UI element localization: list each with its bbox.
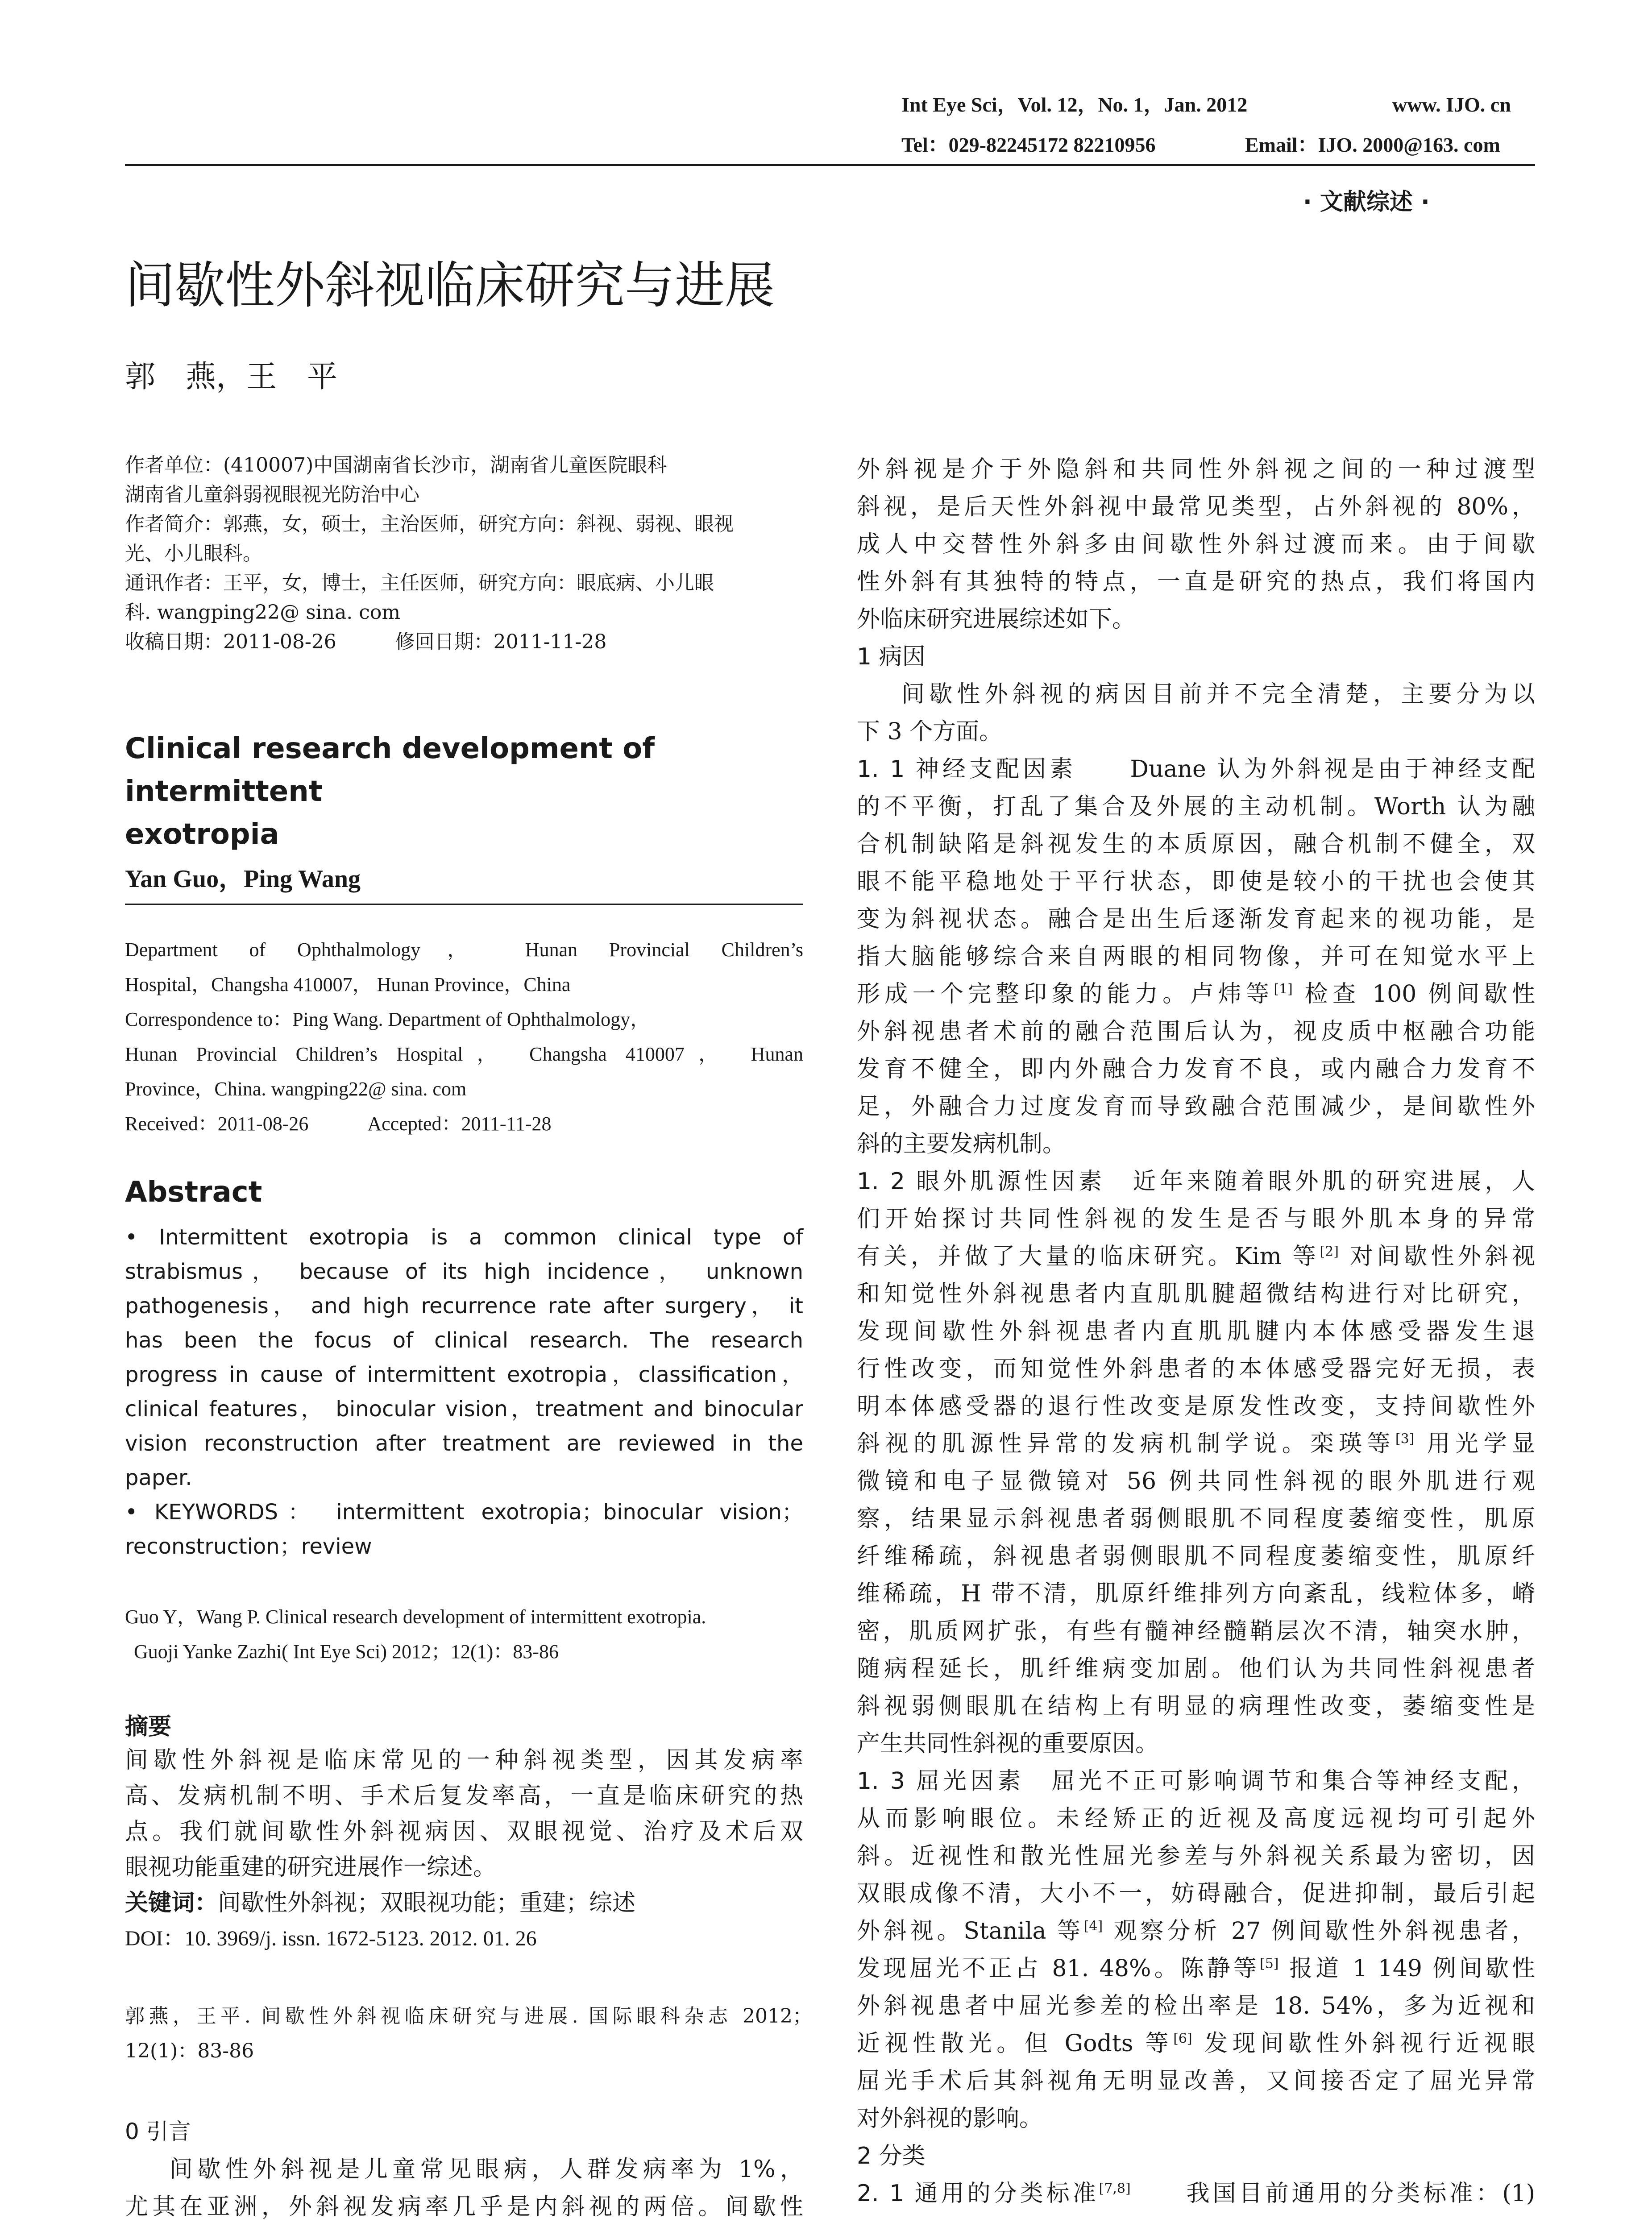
authors-cn: 郭 燕，王 平 [125, 359, 338, 394]
s21-first-line [857, 2175, 1535, 2212]
keywords-cn-label: 关键词： [125, 1890, 218, 1916]
intro-cont-line: 斜视，是后天性外斜视中最常见类型，占外斜视的 80%， [857, 493, 1535, 520]
s12-line [857, 1238, 1535, 1275]
s1-line: 间歇性外斜视的病因目前并不完全清楚，主要分为以 [901, 681, 1535, 708]
citation-ref[interactable]: [2] [1320, 1244, 1339, 1260]
author-bio-line: 作者简介：郭燕，女，硕士，主治医师，研究方向：斜视、弱视、眼视 [125, 513, 734, 535]
title-en [125, 727, 812, 856]
citation-ref[interactable]: [4] [1083, 1918, 1103, 1934]
correspondence-en-line: Correspondence to：Ping Wang. Department of Ophthalmology， [125, 1008, 650, 1030]
intro-line: 尤其在亚洲，外斜视发病率几乎是内斜视的两倍。间歇性 [125, 2194, 803, 2220]
intro-line: 间歇性外斜视是儿童常见眼病，人群发病率为 1%， [170, 2156, 803, 2183]
s13-line [857, 1912, 1535, 1950]
s12-text: 斜视的肌源性异常的发病机制学说。栾瑛等 [857, 1431, 1395, 1457]
right-column [857, 451, 1535, 2212]
intro-cont-line: 性外斜有其独特的特点，一直是研究的热点，我们将国内 [857, 568, 1535, 595]
s12-line: 发现间歇性外斜视患者内直肌肌腱内本体感受器发生退 [857, 1318, 1535, 1345]
abstract-en [125, 1220, 803, 1564]
citation-cn [125, 1999, 812, 2069]
section-1-2-heading: 1. 2 眼外肌源性因素 [857, 1168, 1106, 1195]
abstract-cn-line: 点。我们就间歇性外斜视病因、双眼视觉、治疗及术后双 [125, 1818, 803, 1845]
s11-line: 足，外融合力过度发育而导致融合范围减少，是间歇性外 [857, 1093, 1535, 1120]
s11-line: 合机制缺陷是斜视发生的本质原因，融合机制不健全，双 [857, 831, 1535, 858]
citation-en-line: Guo Y，Wang P. Clinical research development of intermittent exotropia. [125, 1606, 706, 1628]
s11-line [857, 975, 1535, 1013]
s12-line: 维稀疏，H 带不清，肌原纤维排列方向紊乱，线粒体多，嵴 [857, 1580, 1535, 1607]
affiliation-line: 作者单位：(410007)中国湖南省长沙市，湖南省儿童医院眼科 [125, 454, 667, 477]
s11-text: Duane 认为外斜视是由于神经支配 [1130, 756, 1535, 783]
s13-line: 屈光手术后其斜视角无明显改善，又间接否定了屈光异常 [857, 2068, 1535, 2094]
s13-text: 报道 1 149 例间歇性 [1289, 1955, 1535, 1982]
s13-text: 近视性散光。但 Godts 等 [857, 2030, 1174, 2057]
s13-line: 斜。近视性和散光性屈光参差与外斜视关系最为密切，因 [857, 1843, 1535, 1870]
keywords-en-line: • KEYWORDS： intermittent exotropia；binocular vision； [125, 1500, 803, 1525]
abstract-line: paper. [125, 1465, 192, 1490]
abstract-line: pathogenesis， and high recurrence rate after surgery， it [125, 1294, 803, 1319]
s12-line: 微镜和电子显微镜对 56 例共同性斜视的眼外肌进行观 [857, 1468, 1535, 1495]
section-1-3-heading: 1. 3 屈光因素 [857, 1768, 1025, 1795]
s12-line [857, 1425, 1535, 1463]
keywords-cn-value: 间歇性外斜视；双眼视功能；重建；综述 [218, 1890, 636, 1916]
abstract-line: has been the focus of clinical research. The research [125, 1328, 803, 1353]
keywords-en-line: reconstruction；review [125, 1534, 372, 1559]
journal-website: www. IJO. cn [1392, 93, 1511, 116]
s13-first-line [857, 1762, 1535, 1800]
s12-first-line [857, 1163, 1535, 1200]
citation-cn-line: 郭燕，王平. 间歇性外斜视临床研究与进展. 国际眼科杂志 2012； [125, 2005, 812, 2028]
section-2-1-heading: 2. 1 通用的分类标准 [857, 2180, 1099, 2207]
section-1-heading: 1 病因 [857, 643, 926, 670]
dates-line: 收稿日期：2011-08-26 修回日期：2011-11-28 [125, 630, 607, 653]
abstract-line: clinical features， binocular vision，treatment and binocular [125, 1397, 803, 1422]
author-bio-line: 光、小儿眼科。 [125, 542, 262, 565]
s11-line: 发育不健全，即内外融合力发育不良，或内融合力发育不 [857, 1056, 1535, 1082]
abstract-line: • Intermittent exotropia is a common clinical type of [125, 1225, 803, 1250]
s11-text: 形成一个完整印象的能力。卢炜等 [857, 981, 1274, 1008]
abstract-line: vision reconstruction after treatment are reviewed in the [125, 1431, 803, 1456]
abstract-line: strabismus， because of its high incidence， unknown [125, 1259, 803, 1284]
section-2-heading: 2 分类 [857, 2143, 926, 2169]
s13-line: 从而影响眼位。未经矫正的近视及高度远视均可引起外 [857, 1805, 1535, 1832]
abstract-line: progress in cause of intermittent exotropia，classification， [125, 1362, 803, 1387]
abstract-heading: Abstract [125, 1176, 262, 1209]
s12-text: 近年来随着眼外肌的研究进展，人 [1133, 1168, 1535, 1195]
s11-line: 眼不能平稳地处于平行状态，即使是较小的干扰也会使其 [857, 868, 1535, 895]
s12-text: 用光学显 [1427, 1431, 1535, 1457]
correspondence-en-line: Hunan Provincial Children’s Hospital， Changsha 410007， Hunan [125, 1043, 803, 1065]
header-rule [125, 164, 1535, 166]
intro-cont-line: 外临床研究进展综述如下。 [857, 606, 1136, 633]
journal-phone: Tel：029-82245172 82210956 [901, 133, 1156, 156]
title-en-line: Clinical research development of intermittent [125, 732, 655, 808]
page-title: 间歇性外斜视临床研究与进展 [125, 257, 775, 315]
s13-line: 外斜视患者中屈光参差的检出率是 18. 54%，多为近视和 [857, 1993, 1535, 2020]
abstract-cn [125, 1742, 803, 1957]
citation-ref[interactable]: [1] [1274, 981, 1293, 997]
intro-left [125, 2151, 803, 2226]
citation-ref[interactable]: [5] [1259, 1956, 1279, 1972]
correspondence-line: 科. wangping22@ sina. com [125, 601, 401, 624]
dates-en-line: Received：2011-08-26 Accepted：2011-11-28 [125, 1113, 552, 1135]
s12-line: 明本体感受器的退行性改变是原发性改变，支持间歇性外 [857, 1393, 1535, 1420]
journal-email: Email：IJO. 2000@163. com [1245, 133, 1500, 156]
s13-line: 对外斜视的影响。 [857, 2105, 1043, 2132]
s1-line: 下 3 个方面。 [857, 718, 1003, 745]
citation-ref[interactable]: [3] [1395, 1431, 1415, 1447]
s13-text: 屈光不正可影响调节和集合等神经支配， [1051, 1768, 1535, 1795]
s13-text: 观察分析 27 例间歇性外斜视患者， [1113, 1918, 1536, 1945]
s11-text: 检查 100 例间歇性 [1304, 981, 1536, 1008]
abstract-cn-line: 眼视功能重建的研究进展作一综述。 [125, 1854, 497, 1881]
s12-line: 和知觉性外斜视患者内直肌肌腱超微结构进行对比研究， [857, 1281, 1535, 1307]
s13-line [857, 1950, 1535, 1987]
citation-ref[interactable]: [7,8] [1099, 2181, 1131, 2197]
s21-text: 我国目前通用的分类标准：(1) [1186, 2180, 1535, 2207]
affiliation-en [125, 933, 803, 1141]
intro-cont-line: 外斜视是介于外隐斜和共同性外斜视之间的一种过渡型 [857, 456, 1535, 483]
s13-text: 发现间歇性外斜视行近视眼 [1204, 2030, 1535, 2057]
s12-line: 产生共同性斜视的重要原因。 [857, 1730, 1159, 1757]
abstract-cn-line: 间歇性外斜视是临床常见的一种斜视类型，因其发病率 [125, 1747, 803, 1774]
affiliation-line: 湖南省儿童斜弱视眼视光防治中心 [125, 483, 419, 506]
citation-en-line: Guoji Yanke Zazhi( Int Eye Sci) 2012；12(1)：83-86 [134, 1641, 559, 1663]
s13-text: 发现屈光不正占 81. 48%。陈静等 [857, 1955, 1260, 1982]
s12-text: 对间歇性外斜视 [1349, 1243, 1535, 1270]
section-1-1-heading: 1. 1 神经支配因素 [857, 756, 1077, 783]
affiliation-en-line: Department of Ophthalmology， Hunan Provincial Children’s [125, 939, 803, 961]
affiliation-cn [125, 451, 803, 657]
s13-line [857, 2025, 1535, 2062]
doi: DOI：10. 3969/j. issn. 1672-5123. 2012. 01. 26 [125, 1927, 537, 1950]
s11-line: 变为斜视状态。融合是出生后逐渐发育起来的视功能，是 [857, 906, 1535, 933]
title-en-line: exotropia [125, 818, 279, 851]
s11-first-line [857, 751, 1535, 788]
s12-line: 行性改变，而知觉性外斜患者的本体感受器完好无损，表 [857, 1356, 1535, 1382]
s11-line: 指大脑能够综合来自两眼的相同物像，并可在知觉水平上 [857, 943, 1535, 970]
s12-line: 纤维稀疏，斜视患者弱侧眼肌不同程度萎缩变性，肌原纤 [857, 1543, 1535, 1570]
intro-heading: 0 引言 [125, 2119, 191, 2144]
authors-en: Yan Guo，Ping Wang [125, 865, 361, 893]
citation-ref[interactable]: [6] [1173, 2031, 1192, 2047]
s12-line: 随病程延长，肌纤维病变加剧。他们认为共同性斜视患者 [857, 1655, 1535, 1682]
correspondence-line: 通讯作者：王平，女，博士，主任医师，研究方向：眼底病、小儿眼 [125, 572, 714, 594]
keywords-cn [125, 1885, 803, 1921]
citation-cn-line: 12(1)：83-86 [125, 2040, 254, 2062]
section-tag: · 文献综述 · [1303, 189, 1430, 216]
abstract-cn-heading: 摘要 [125, 1713, 172, 1740]
correspondence-en-line: Province，China. wangping22@ sina. com [125, 1078, 467, 1100]
s12-text: 有关，并做了大量的临床研究。Kim 等 [857, 1243, 1320, 1270]
s12-line: 密，肌质网扩张，有些有髓神经髓鞘层次不清，轴突水肿， [857, 1618, 1535, 1645]
s12-line: 察，结果显示斜视患者弱侧眼肌不同程度萎缩变性，肌原 [857, 1505, 1535, 1532]
intro-cont-line: 成人中交替性外斜多由间歇性外斜过渡而来。由于间歇 [857, 531, 1535, 558]
s13-line: 双眼成像不清，大小不一，妨碍融合，促进抑制，最后引起 [857, 1880, 1535, 1907]
s13-text: 外斜视。Stanila 等 [857, 1918, 1084, 1945]
abstract-cn-line: 高、发病机制不明、手术后复发率高，一直是临床研究的热 [125, 1783, 803, 1809]
affiliation-en-line: Hospital，Changsha 410007， Hunan Province，China [125, 974, 571, 995]
s12-line: 斜视弱侧眼肌在结构上有明显的病理性改变，萎缩变性是 [857, 1693, 1535, 1720]
journal-info: Int Eye Sci，Vol. 12，No. 1，Jan. 2012 [901, 93, 1248, 116]
s11-line: 的不平衡，打乱了集合及外展的主动机制。Worth 认为融 [857, 793, 1535, 820]
citation-en [125, 1600, 812, 1669]
author-rule [125, 904, 803, 905]
s12-line: 们开始探讨共同性斜视的发生是否与眼外肌本身的异常 [857, 1206, 1535, 1232]
s11-line: 外斜视患者术前的融合范围后认为，视皮质中枢融合功能 [857, 1018, 1535, 1045]
s11-line: 斜的主要发病机制。 [857, 1131, 1066, 1157]
